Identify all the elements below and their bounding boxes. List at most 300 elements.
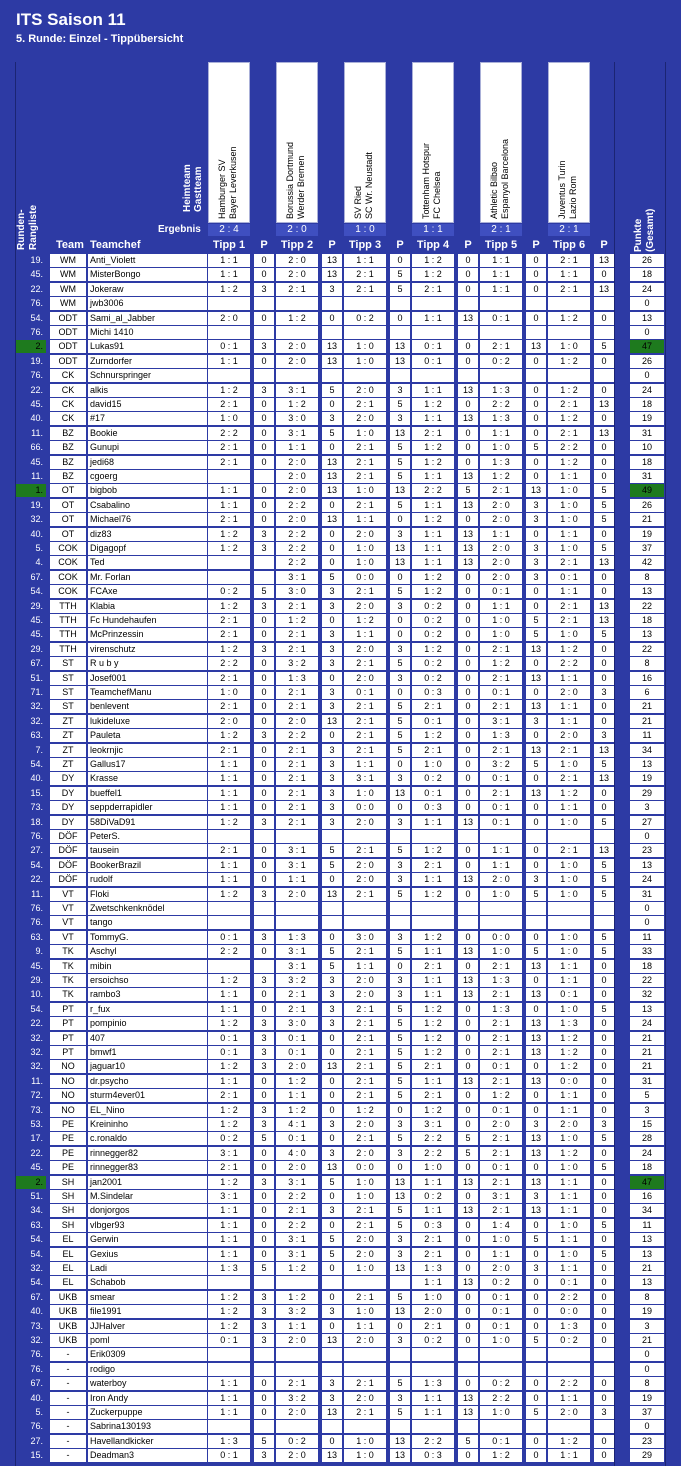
tipp-cell: 2 : 2 bbox=[480, 398, 522, 411]
table-row bbox=[0, 988, 681, 1002]
ergebnis-label: Ergebnis bbox=[158, 224, 201, 235]
points-cell: 0 bbox=[322, 1435, 342, 1448]
teamchef-cell: Kreininho bbox=[88, 1118, 207, 1131]
tipp-cell: 1 : 0 bbox=[344, 787, 386, 800]
team-cell: VT bbox=[50, 888, 86, 901]
points-cell: 5 bbox=[390, 1089, 410, 1102]
table-row bbox=[0, 513, 681, 527]
table-row bbox=[0, 441, 681, 455]
points-cell: 3 bbox=[254, 729, 274, 742]
points-cell: 5 bbox=[526, 1334, 546, 1347]
tipp-cell: 1 : 1 bbox=[208, 1233, 250, 1246]
tipp-cell: 1 : 1 bbox=[208, 1392, 250, 1405]
tipp-cell: 1 : 1 bbox=[412, 873, 454, 886]
tipp-cell: 1 : 0 bbox=[412, 758, 454, 771]
tipp-cell: 0 : 1 bbox=[208, 931, 250, 944]
tipp-cell bbox=[480, 297, 522, 310]
points-cell: 13 bbox=[526, 1147, 546, 1160]
tipp-cell bbox=[548, 326, 590, 339]
table-row bbox=[0, 1032, 681, 1046]
tipp-cell: 0 : 3 bbox=[412, 686, 454, 699]
points-cell: 0 bbox=[526, 1060, 546, 1073]
teamchef-cell: Gallus17 bbox=[88, 758, 207, 771]
teamchef-cell: pompinio bbox=[88, 1017, 207, 1030]
total-points-cell: 0 bbox=[630, 1363, 664, 1376]
total-points-cell: 0 bbox=[630, 369, 664, 382]
tipp-cell: 1 : 0 bbox=[548, 340, 590, 353]
tipp-cell: 2 : 1 bbox=[548, 283, 590, 296]
table-row bbox=[0, 384, 681, 398]
team-cell: - bbox=[50, 1435, 86, 1448]
points-cell: 13 bbox=[390, 1262, 410, 1275]
tipp-cell: 1 : 2 bbox=[208, 729, 250, 742]
tipp-cell bbox=[548, 1348, 590, 1361]
tipp-cell bbox=[548, 297, 590, 310]
tipp-cell: 2 : 2 bbox=[412, 1435, 454, 1448]
total-points-cell: 49 bbox=[630, 484, 664, 497]
rank-cell: 76. bbox=[30, 370, 43, 381]
tipp-cell: 0 : 1 bbox=[480, 1291, 522, 1304]
points-cell: 5 bbox=[390, 1377, 410, 1390]
team-cell: - bbox=[50, 1363, 86, 1376]
col-tipp-3: Tipp 3 bbox=[348, 239, 382, 251]
total-points-cell: 32 bbox=[630, 988, 664, 1001]
tipp-cell: 1 : 1 bbox=[412, 1392, 454, 1405]
tipp-cell: 1 : 1 bbox=[344, 628, 386, 641]
points-cell: 0 bbox=[458, 1060, 478, 1073]
tipp-cell: 1 : 2 bbox=[412, 888, 454, 901]
teamchef-cell: bigbob bbox=[88, 484, 207, 497]
tipp-cell: 3 : 0 bbox=[276, 585, 318, 598]
table-row bbox=[0, 268, 681, 282]
total-points-cell: 8 bbox=[630, 571, 664, 584]
tipp-cell: 1 : 1 bbox=[208, 758, 250, 771]
points-cell: 5 bbox=[594, 758, 614, 771]
points-cell: 0 bbox=[254, 657, 274, 670]
tipp-cell bbox=[208, 326, 250, 339]
rank-cell: 66. bbox=[30, 442, 43, 453]
points-cell: 0 bbox=[254, 427, 274, 440]
tipp-cell: 3 : 1 bbox=[276, 859, 318, 872]
rank-cell: 76. bbox=[30, 327, 43, 337]
tipp-cell: 1 : 1 bbox=[548, 585, 590, 598]
points-cell: 13 bbox=[322, 268, 342, 281]
points-cell bbox=[390, 1348, 410, 1361]
team-cell: TK bbox=[50, 974, 86, 987]
total-points-cell: 47 bbox=[630, 1176, 664, 1189]
teamchef-cell: mibin bbox=[88, 960, 207, 973]
tipp-cell: 0 : 1 bbox=[208, 1449, 250, 1462]
tipp-cell: 2 : 1 bbox=[344, 1060, 386, 1073]
team-cell: COK bbox=[50, 585, 86, 598]
team-cell: DY bbox=[50, 816, 86, 829]
team-cell: SH bbox=[50, 1190, 86, 1203]
total-points-cell: 21 bbox=[630, 1032, 664, 1045]
team-cell: BZ bbox=[50, 427, 86, 440]
tipp-cell: 2 : 1 bbox=[276, 600, 318, 613]
points-cell: 0 bbox=[458, 787, 478, 800]
rank-cell: 63. bbox=[30, 730, 43, 741]
table-row bbox=[0, 470, 681, 484]
teamchef-cell: Zuckerpuppe bbox=[88, 1406, 207, 1419]
tipp-cell: 1 : 1 bbox=[208, 1075, 250, 1088]
page-title: ITS Saison 11 bbox=[16, 10, 126, 29]
tipp-cell bbox=[344, 1276, 386, 1289]
points-cell: 0 bbox=[254, 758, 274, 771]
rank-cell: 29. bbox=[30, 600, 43, 611]
points-cell: 5 bbox=[254, 1435, 274, 1448]
table-row bbox=[0, 801, 681, 815]
tipp-cell: 1 : 1 bbox=[208, 859, 250, 872]
punkte-header-line1: Punkte bbox=[633, 218, 644, 252]
table-row bbox=[0, 1233, 681, 1247]
points-cell: 13 bbox=[322, 888, 342, 901]
points-cell: 0 bbox=[390, 801, 410, 814]
points-cell: 0 bbox=[322, 873, 342, 886]
tipp-cell: 2 : 1 bbox=[344, 1291, 386, 1304]
points-cell: 13 bbox=[526, 672, 546, 685]
points-cell bbox=[390, 1363, 410, 1376]
rank-cell: 40. bbox=[30, 528, 43, 539]
table-row bbox=[0, 686, 681, 700]
teamchef-cell: Csabalino bbox=[88, 499, 207, 512]
table-row bbox=[0, 974, 681, 988]
points-cell: 13 bbox=[322, 1334, 342, 1347]
points-cell bbox=[322, 902, 342, 915]
tipp-cell: 1 : 1 bbox=[548, 1233, 590, 1246]
points-cell: 0 bbox=[458, 1334, 478, 1347]
tipp-cell: 1 : 1 bbox=[412, 412, 454, 425]
rank-header-line1: Runden- bbox=[16, 209, 27, 250]
rank-cell: 22. bbox=[30, 283, 43, 294]
points-cell: 5 bbox=[526, 945, 546, 958]
table-row bbox=[0, 427, 681, 441]
tipp-cell: 3 : 2 bbox=[276, 657, 318, 670]
tipp-cell: 1 : 0 bbox=[548, 816, 590, 829]
rank-cell: 22. bbox=[30, 874, 43, 885]
total-points-cell: 21 bbox=[630, 715, 664, 728]
points-cell: 0 bbox=[458, 772, 478, 785]
points-cell: 0 bbox=[458, 1089, 478, 1102]
tipp-cell: 2 : 2 bbox=[208, 657, 250, 670]
points-cell: 0 bbox=[594, 470, 614, 483]
team-cell: ST bbox=[50, 700, 86, 713]
tipp-cell: 1 : 1 bbox=[276, 1089, 318, 1102]
points-cell: 3 bbox=[390, 384, 410, 397]
points-cell: 3 bbox=[390, 1392, 410, 1405]
points-cell: 13 bbox=[458, 1392, 478, 1405]
tipp-cell bbox=[208, 297, 250, 310]
tipp-cell: 2 : 0 bbox=[344, 873, 386, 886]
tipp-cell: 2 : 1 bbox=[344, 700, 386, 713]
away-team-4: FC Chelsea bbox=[432, 171, 442, 219]
points-cell: 0 bbox=[458, 1377, 478, 1390]
rank-cell: 19. bbox=[30, 499, 43, 510]
tipp-cell: 1 : 0 bbox=[344, 355, 386, 368]
points-cell: 13 bbox=[526, 1176, 546, 1189]
points-cell bbox=[594, 916, 614, 929]
tipp-cell bbox=[344, 1420, 386, 1433]
teamchef-cell: leokrnjic bbox=[88, 744, 207, 757]
points-cell: 0 bbox=[458, 758, 478, 771]
tipp-cell: 1 : 1 bbox=[480, 283, 522, 296]
tipp-cell: 1 : 2 bbox=[412, 931, 454, 944]
table-row bbox=[0, 585, 681, 599]
tipp-cell: 1 : 1 bbox=[480, 844, 522, 857]
table-row bbox=[0, 758, 681, 772]
points-cell: 3 bbox=[322, 600, 342, 613]
points-cell: 0 bbox=[594, 1060, 614, 1073]
tipp-cell: 1 : 1 bbox=[548, 1392, 590, 1405]
team-cell: - bbox=[50, 1420, 86, 1433]
total-points-cell: 10 bbox=[630, 441, 664, 454]
table-row bbox=[0, 1219, 681, 1233]
points-cell: 0 bbox=[390, 614, 410, 627]
points-cell: 3 bbox=[254, 1334, 274, 1347]
team-cell: CK bbox=[50, 384, 86, 397]
points-cell: 0 bbox=[458, 628, 478, 641]
points-cell bbox=[322, 297, 342, 310]
points-cell bbox=[390, 369, 410, 382]
tipp-cell: 2 : 1 bbox=[344, 441, 386, 454]
points-cell: 3 bbox=[254, 283, 274, 296]
tipp-cell: 1 : 3 bbox=[276, 672, 318, 685]
team-cell: ZT bbox=[50, 744, 86, 757]
points-cell: 0 bbox=[390, 628, 410, 641]
total-points-cell: 13 bbox=[630, 1276, 664, 1289]
tipp-cell: 0 : 2 bbox=[208, 1132, 250, 1145]
tipp-cell: 0 : 1 bbox=[480, 1104, 522, 1117]
points-cell: 3 bbox=[254, 1320, 274, 1333]
points-cell bbox=[526, 369, 546, 382]
tipp-cell: 3 : 1 bbox=[276, 1176, 318, 1189]
tipp-cell: 2 : 2 bbox=[276, 556, 318, 569]
teamchef-cell: Krasse bbox=[88, 772, 207, 785]
team-cell: EL bbox=[50, 1276, 86, 1289]
points-cell: 3 bbox=[594, 1118, 614, 1131]
points-cell bbox=[458, 297, 478, 310]
teamchef-cell: 407 bbox=[88, 1032, 207, 1045]
points-cell: 3 bbox=[322, 744, 342, 757]
points-cell: 0 bbox=[390, 1161, 410, 1174]
points-cell: 0 bbox=[254, 398, 274, 411]
tipp-cell: 1 : 1 bbox=[548, 700, 590, 713]
points-cell: 5 bbox=[458, 1132, 478, 1145]
tipp-cell: 2 : 1 bbox=[412, 1060, 454, 1073]
rank-cell: 45. bbox=[30, 960, 43, 971]
tipp-cell: 1 : 1 bbox=[548, 1089, 590, 1102]
team-cell: CK bbox=[50, 398, 86, 411]
points-cell bbox=[458, 1348, 478, 1361]
points-cell: 0 bbox=[594, 657, 614, 670]
teamchef-cell: file1991 bbox=[88, 1305, 207, 1318]
points-cell: 0 bbox=[526, 1305, 546, 1318]
tipp-cell: 1 : 0 bbox=[480, 888, 522, 901]
tipp-cell: 1 : 3 bbox=[480, 412, 522, 425]
team-cell: DÖF bbox=[50, 830, 86, 843]
points-cell: 0 bbox=[254, 1377, 274, 1390]
total-points-cell: 0 bbox=[630, 1420, 664, 1433]
tipp-cell: 1 : 0 bbox=[344, 1449, 386, 1462]
points-cell: 0 bbox=[458, 614, 478, 627]
tipp-cell: 1 : 2 bbox=[208, 974, 250, 987]
team-cell: ST bbox=[50, 657, 86, 670]
table-row bbox=[0, 715, 681, 729]
tipp-cell: 1 : 2 bbox=[208, 283, 250, 296]
tipp-cell bbox=[344, 326, 386, 339]
points-cell: 0 bbox=[254, 1233, 274, 1246]
tipp-cell: 3 : 2 bbox=[480, 758, 522, 771]
tipp-cell: 2 : 0 bbox=[276, 355, 318, 368]
points-cell: 0 bbox=[322, 441, 342, 454]
points-cell: 0 bbox=[458, 729, 478, 742]
teamchef-cell: tango bbox=[88, 916, 207, 929]
tipp-cell: 0 : 1 bbox=[276, 1132, 318, 1145]
tipp-cell: 3 : 0 bbox=[276, 412, 318, 425]
points-cell bbox=[322, 1420, 342, 1433]
points-cell: 0 bbox=[526, 1291, 546, 1304]
team-cell: UKB bbox=[50, 1320, 86, 1333]
table-row bbox=[0, 1377, 681, 1391]
tipp-cell: 2 : 1 bbox=[208, 456, 250, 469]
total-points-cell: 11 bbox=[630, 729, 664, 742]
rank-cell: 40. bbox=[30, 1306, 43, 1317]
points-cell: 0 bbox=[458, 1233, 478, 1246]
tipp-cell: 1 : 2 bbox=[548, 384, 590, 397]
tipp-cell: 1 : 2 bbox=[412, 1017, 454, 1030]
total-points-cell: 21 bbox=[630, 1334, 664, 1347]
points-cell bbox=[458, 1363, 478, 1376]
tipp-cell: 2 : 1 bbox=[480, 1017, 522, 1030]
rank-cell: 34. bbox=[30, 1205, 43, 1216]
tipp-cell bbox=[412, 902, 454, 915]
table-row bbox=[0, 787, 681, 801]
total-points-cell: 21 bbox=[630, 1046, 664, 1059]
points-cell: 3 bbox=[322, 1305, 342, 1318]
tipp-cell: 2 : 1 bbox=[548, 398, 590, 411]
points-cell bbox=[458, 830, 478, 843]
table-row bbox=[0, 1089, 681, 1103]
points-cell: 0 bbox=[458, 1262, 478, 1275]
tipp-cell: 1 : 1 bbox=[548, 528, 590, 541]
teamchef-cell: Gunupi bbox=[88, 441, 207, 454]
tipp-cell: 1 : 1 bbox=[548, 1104, 590, 1117]
tipp-cell: 2 : 1 bbox=[548, 427, 590, 440]
tipp-cell: 0 : 2 bbox=[208, 585, 250, 598]
tipp-cell: 2 : 0 bbox=[344, 1334, 386, 1347]
rank-cell: 22. bbox=[30, 384, 43, 395]
tipp-cell: 1 : 2 bbox=[276, 1104, 318, 1117]
table-row bbox=[0, 1435, 681, 1449]
teamchef-cell: Ted bbox=[88, 556, 207, 569]
tipp-cell: 1 : 1 bbox=[208, 254, 250, 267]
table-row bbox=[0, 643, 681, 657]
tipp-cell: 2 : 1 bbox=[344, 1406, 386, 1419]
table-row bbox=[0, 1161, 681, 1175]
points-cell: 0 bbox=[458, 1449, 478, 1462]
points-cell: 0 bbox=[254, 988, 274, 1001]
rank-cell: 5. bbox=[35, 543, 43, 553]
tipp-cell: 2 : 1 bbox=[480, 1147, 522, 1160]
points-cell: 3 bbox=[322, 1204, 342, 1217]
table-row bbox=[0, 1305, 681, 1319]
points-cell: 0 bbox=[254, 686, 274, 699]
points-cell: 3 bbox=[526, 1190, 546, 1203]
points-cell bbox=[254, 1420, 274, 1433]
tipp-cell: 0 : 2 bbox=[480, 355, 522, 368]
tipp-cell: 1 : 1 bbox=[412, 945, 454, 958]
teamchef-cell: rinnegger82 bbox=[88, 1147, 207, 1160]
rank-cell: 27. bbox=[30, 1435, 43, 1446]
points-cell bbox=[254, 1348, 274, 1361]
table-row bbox=[0, 1348, 681, 1362]
tipp-cell: 2 : 1 bbox=[412, 700, 454, 713]
rank-cell: 51. bbox=[30, 672, 43, 683]
points-cell bbox=[254, 830, 274, 843]
total-points-cell: 18 bbox=[630, 398, 664, 411]
points-cell: 3 bbox=[322, 585, 342, 598]
tipp-cell: 1 : 2 bbox=[412, 398, 454, 411]
tipp-cell bbox=[344, 830, 386, 843]
tipp-cell: 1 : 2 bbox=[344, 614, 386, 627]
team-cell: UKB bbox=[50, 1334, 86, 1347]
table-row bbox=[0, 312, 681, 326]
points-cell: 13 bbox=[526, 1204, 546, 1217]
tipp-cell: 3 : 2 bbox=[276, 974, 318, 987]
points-cell: 0 bbox=[458, 1219, 478, 1232]
tipp-cell: 1 : 2 bbox=[548, 412, 590, 425]
table-row bbox=[0, 888, 681, 902]
tipp-cell: 1 : 0 bbox=[344, 1305, 386, 1318]
team-cell: COK bbox=[50, 571, 86, 584]
tipp-cell bbox=[276, 1363, 318, 1376]
points-cell: 0 bbox=[526, 859, 546, 872]
tipp-cell: 2 : 1 bbox=[276, 787, 318, 800]
points-cell: 3 bbox=[322, 657, 342, 670]
points-cell: 0 bbox=[526, 254, 546, 267]
points-cell: 13 bbox=[526, 340, 546, 353]
teamchef-cell: Klabia bbox=[88, 600, 207, 613]
rank-cell: 5. bbox=[35, 1407, 43, 1417]
rank-cell: 22. bbox=[30, 1147, 43, 1158]
tipp-cell: 1 : 0 bbox=[548, 1132, 590, 1145]
points-cell: 0 bbox=[594, 801, 614, 814]
home-team-5: Athletic Bilbao bbox=[489, 161, 499, 219]
points-cell: 0 bbox=[254, 744, 274, 757]
tipp-cell: 2 : 0 bbox=[208, 312, 250, 325]
table-row bbox=[0, 355, 681, 369]
tipp-cell: 2 : 1 bbox=[480, 1204, 522, 1217]
points-cell: 5 bbox=[594, 931, 614, 944]
tipp-cell: 1 : 0 bbox=[480, 1233, 522, 1246]
tipp-cell: 0 : 2 bbox=[412, 1190, 454, 1203]
total-points-cell: 13 bbox=[630, 758, 664, 771]
points-cell: 5 bbox=[390, 1017, 410, 1030]
tipp-cell bbox=[208, 830, 250, 843]
tipp-cell: 2 : 0 bbox=[412, 1305, 454, 1318]
points-cell: 5 bbox=[594, 888, 614, 901]
tipp-cell: 1 : 4 bbox=[480, 1219, 522, 1232]
points-cell: 0 bbox=[526, 398, 546, 411]
tipp-cell: 1 : 2 bbox=[276, 614, 318, 627]
rank-cell: 54. bbox=[30, 759, 43, 769]
tipp-cell: 1 : 1 bbox=[208, 1377, 250, 1390]
tipp-cell: 1 : 2 bbox=[412, 1032, 454, 1045]
points-cell: 0 bbox=[594, 1233, 614, 1246]
match-result-3: 1 : 0 bbox=[344, 224, 386, 236]
total-points-cell: 18 bbox=[630, 268, 664, 281]
teamchef-cell: donjorgos bbox=[88, 1204, 207, 1217]
